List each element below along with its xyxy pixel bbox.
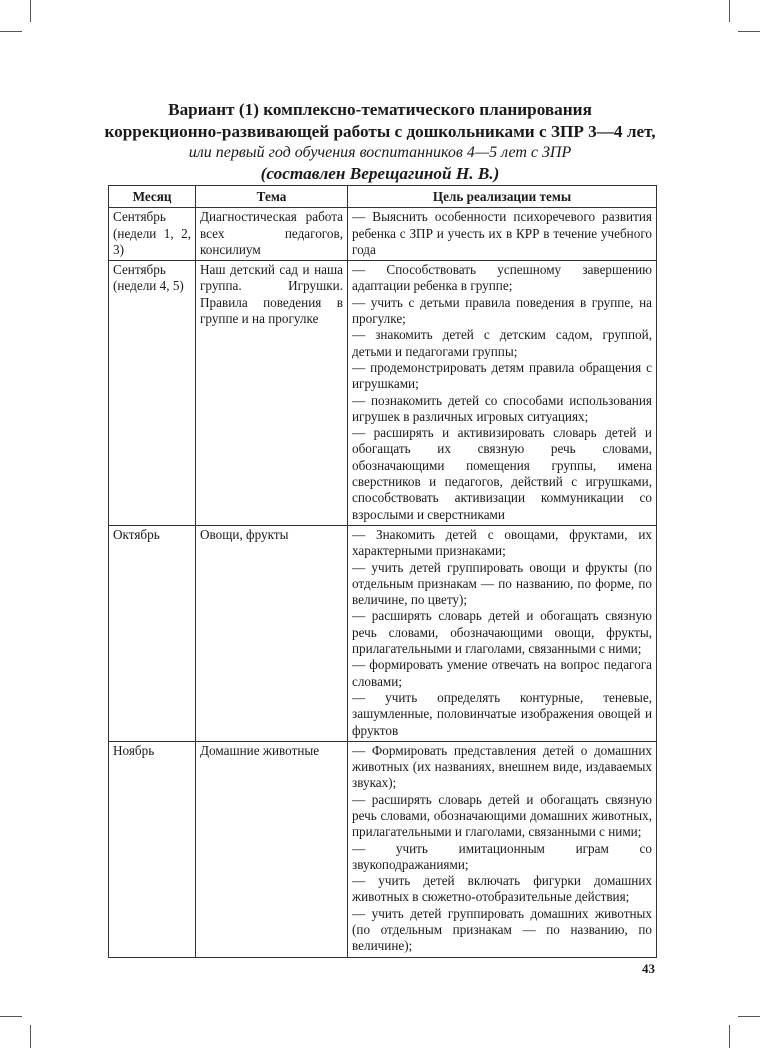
goal-item: — формировать умение отвечать на вопрос педагога словами; [352, 657, 652, 689]
crop-mark-bottom-right-h [738, 1016, 760, 1017]
goal-item: — Выяснить особенности психоречевого развития ребенка с ЗПР и учесть их в КРР в течение учебного года [352, 209, 652, 257]
column-header-theme: Тема [196, 186, 348, 208]
goal-item: — расширять и активизировать словарь детей и обогащать их связную речь словами, обозначающими помещения группы, имена сверстников и педагогов, действий с игрушками, способствовать активизации коммуникации со взрослыми и сверстниками [352, 425, 652, 522]
goal-item: — учить имитационным играм со звукоподражаниями; [352, 840, 652, 872]
goal-item: — учить определять контурные, теневые, зашумленные, половинчатые изображения овощей и фруктов [352, 689, 652, 738]
goal-item: — Формировать представления детей о домашних животных (их названиях, внешнем виде, издаваемых звуках); [352, 742, 652, 791]
theme-cell: Домашние животные [196, 741, 348, 957]
subtitle: или первый год обучения воспитанников 4—5 лет с ЗПР [188, 144, 572, 161]
goal-item: — учить детей группировать овощи и фрукты (по отдельным признакам — по названию, по форме, по величине, по цвету); [352, 559, 652, 608]
page-number: 43 [642, 961, 655, 976]
crop-mark-top-right-h [738, 31, 760, 32]
crop-mark-bottom-left-v [30, 1025, 31, 1048]
goal-item: — продемонстрировать детям правила обращения с игрушками; [352, 359, 652, 392]
goal-cell [348, 525, 657, 741]
crop-mark-top-right-v [729, 0, 730, 22]
goal-cell [348, 741, 657, 957]
month-cell: Сентябрь (недели 1, 2, 3) [109, 208, 196, 261]
table-row [109, 261, 657, 526]
goal-item: — учить с детьми правила поведения в группе, на прогулке; [352, 294, 652, 327]
theme-cell: Диагностическая работа всех педагогов, консилиум [196, 208, 348, 261]
goal-item: — расширять словарь детей и обогащать связную речь словами, обозначающими домашних животных, прилагательными и глаголами, связанными с ними; [352, 791, 652, 840]
goal-item: — расширять словарь детей и обогащать связную речь словами, обозначающими овощи, фрукты, прилагательными и глаголами, связанными с ними; [352, 608, 652, 657]
table-header-row [109, 186, 657, 208]
column-header-goal: Цель реализации темы [348, 186, 657, 208]
crop-mark-top-left-v [30, 0, 31, 22]
month-cell: Сентябрь (недели 4, 5) [109, 261, 196, 526]
goal-item: — учить детей группировать домашних животных (по отдельным признакам — по названию, по величине); [352, 905, 652, 954]
column-header-month: Месяц [109, 186, 196, 208]
crop-mark-top-left-h [0, 31, 22, 32]
goal-cell [348, 208, 657, 261]
theme-cell: Наш детский сад и наша группа. Игрушки. Правила поведения в группе и на прогулке [196, 261, 348, 526]
author-line: (составлен Верещагиной Н. В.) [260, 164, 500, 183]
crop-mark-bottom-right-v [729, 1025, 730, 1048]
goal-item: — Способствовать успешному завершению адаптации ребенка в группе; [352, 262, 652, 294]
crop-mark-bottom-left-h [0, 1016, 22, 1017]
goal-cell [348, 261, 657, 526]
title-line-1: Вариант (1) комплексно-тематического планирования [168, 100, 592, 119]
goal-item: — знакомить детей с детским садом, группой, детьми и педагогами группы; [352, 327, 652, 359]
document-title [60, 99, 700, 185]
table-row [109, 741, 657, 957]
month-cell: Октябрь [109, 525, 196, 741]
table-row [109, 525, 657, 741]
goal-item: — Знакомить детей с овощами, фруктами, их характерными признаками; [352, 526, 652, 559]
goal-item: — учить детей включать фигурки домашних животных в сюжетно-отобразительные действия; [352, 873, 652, 905]
table-row [109, 208, 657, 261]
planning-table [108, 185, 657, 958]
goal-item: — познакомить детей со способами использования игрушек в различных игровых ситуациях; [352, 392, 652, 424]
title-line-2: коррекционно-развивающей работы с дошкольниками с ЗПР 3—4 лет, [104, 122, 656, 141]
theme-cell: Овощи, фрукты [196, 525, 348, 741]
month-cell: Ноябрь [109, 741, 196, 957]
